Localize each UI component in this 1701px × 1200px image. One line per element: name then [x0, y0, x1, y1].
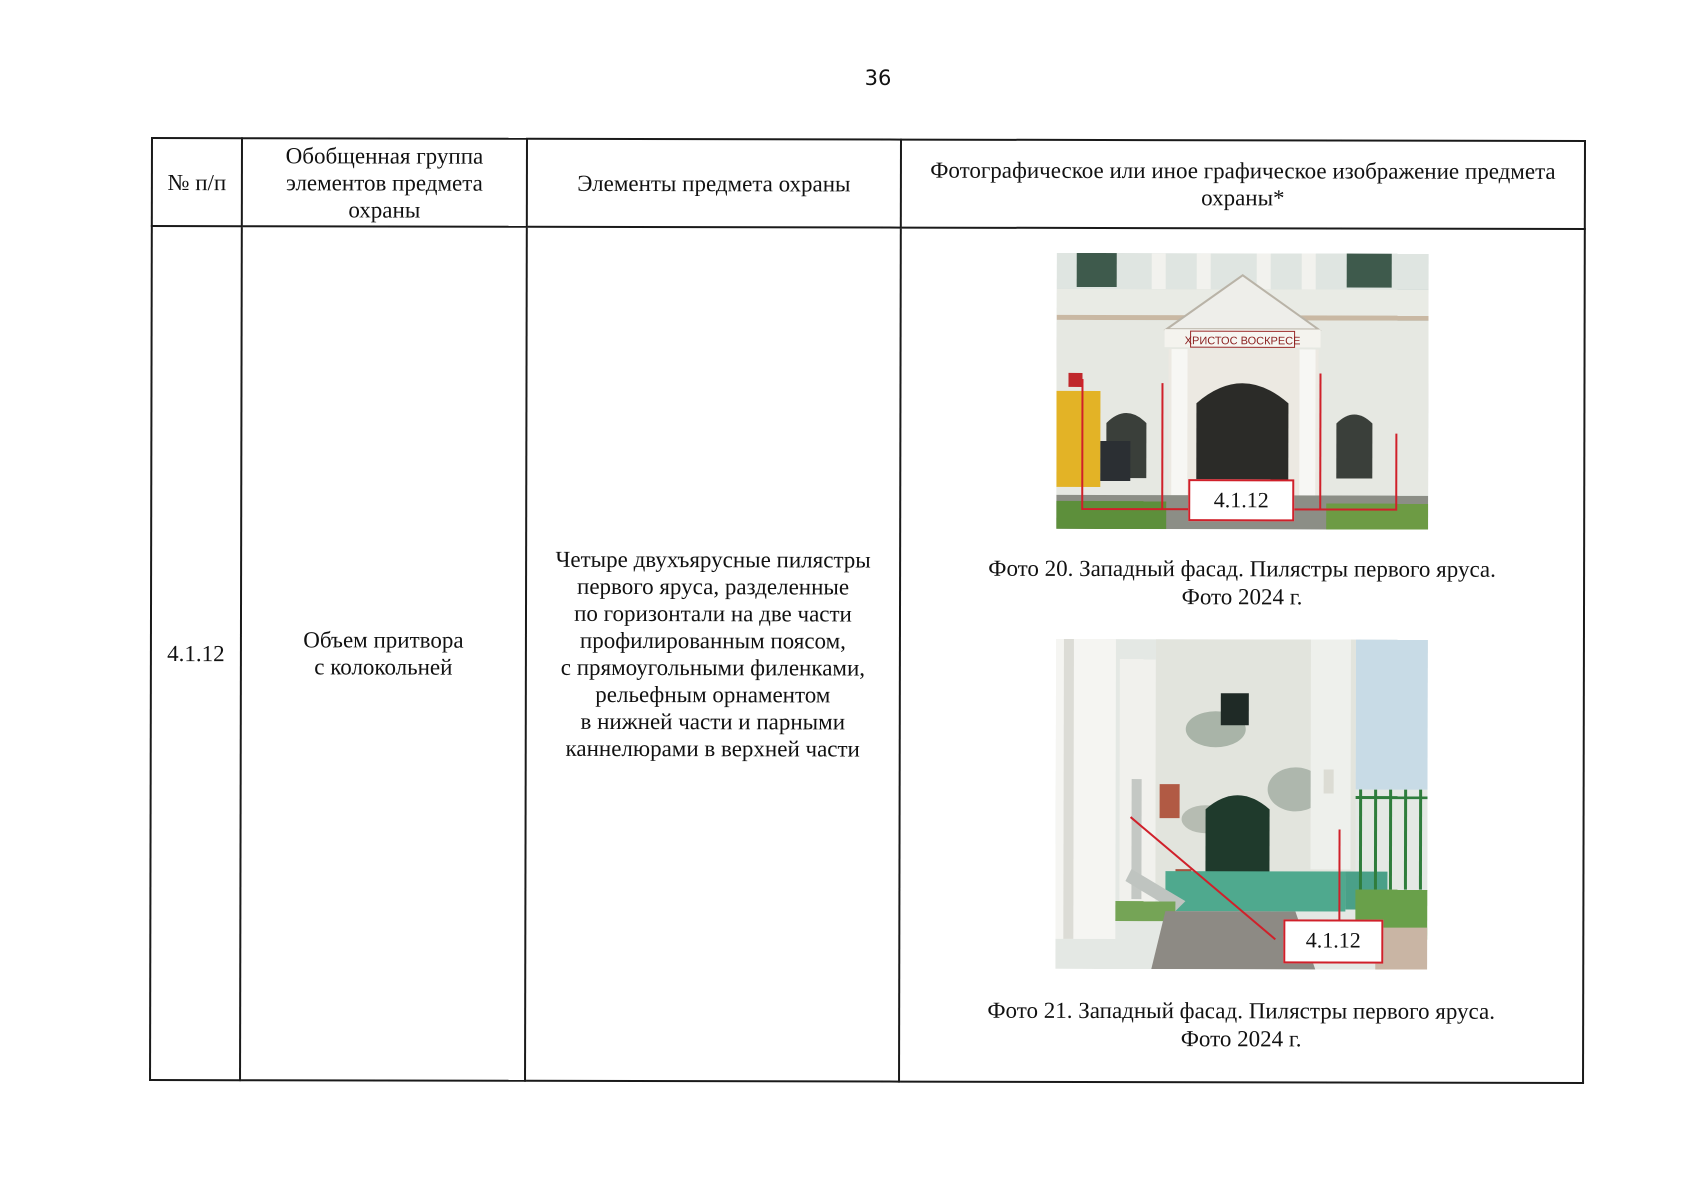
table-row — [150, 226, 1585, 1083]
row-photos — [899, 228, 1585, 1083]
page-number: 36 — [864, 66, 892, 90]
photo-20-block — [901, 253, 1584, 612]
photo-21-block — [900, 639, 1583, 1054]
table-header-row — [152, 138, 1585, 229]
photo-21-image — [1055, 639, 1428, 970]
photo-21-caption: Фото 21. Западный фасад. Пилястры первого яруса. Фото 2024 г. — [987, 997, 1496, 1052]
row-group: Объем притвора с колокольней — [240, 226, 527, 1081]
protection-items-table — [149, 137, 1586, 1084]
header-photo: Фотографическое или иное графическое изображение предмета охраны* — [901, 140, 1585, 229]
photo-20-marker: 4.1.12 — [1188, 479, 1294, 521]
photo-20-image — [1056, 253, 1429, 530]
row-num: 4.1.12 — [150, 226, 242, 1080]
photo-20-caption: Фото 20. Западный фасад. Пилястры первого яруса. Фото 2024 г. — [988, 555, 1496, 610]
row-elements: Четыре двухъярусные пилястры первого яруса, разделенные по горизонтали на две части профилированным поясом, с прямоугольными филенками, рельефным орнаментом в нижней части и парными каннелюрами в верхней части — [525, 227, 901, 1082]
header-group: Обобщенная группа элементов предмета охраны — [242, 138, 527, 227]
sign-text: ХРИСТОС ВОСКРЕСЕ — [1184, 335, 1301, 348]
header-num: № п/п — [152, 138, 242, 226]
header-elements: Элементы предмета охраны — [527, 139, 901, 228]
photo-21-marker: 4.1.12 — [1283, 919, 1383, 963]
